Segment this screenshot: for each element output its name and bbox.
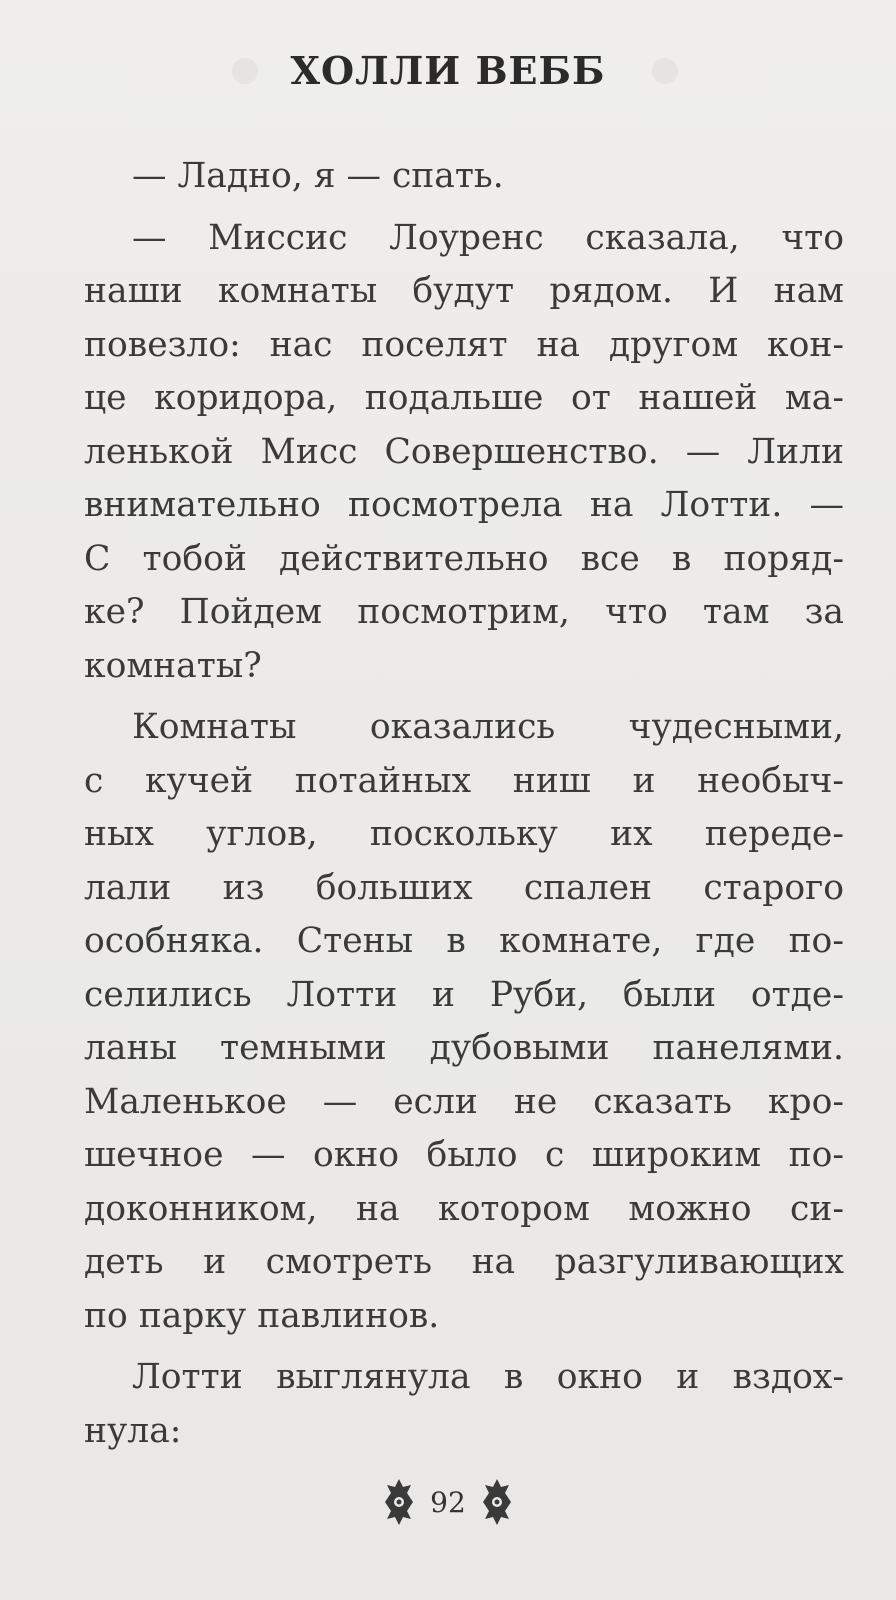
folio-ornament-left-icon bbox=[384, 1477, 414, 1527]
text-line: с кучей потайных ниш и необыч- bbox=[84, 760, 844, 801]
text-line: — Ладно, я — спать. bbox=[132, 156, 504, 196]
text-line: С тобой действительно все в поряд- bbox=[84, 538, 844, 579]
text-line: ке? Пойдем посмотрим, что там за bbox=[84, 592, 844, 632]
running-title: ХОЛЛИ ВЕББ bbox=[290, 48, 606, 93]
text-line: — Миссис Лоуренс сказала, что bbox=[132, 217, 844, 258]
text-line: Комнаты оказались чудесными, bbox=[132, 707, 844, 747]
text-line: внимательно посмотрела на Лотти. — bbox=[84, 485, 844, 525]
folio-ornament-right-icon bbox=[482, 1477, 512, 1527]
text-line: повезло: нас поселят на другом кон- bbox=[84, 324, 844, 365]
header-ornament-right-icon bbox=[652, 58, 678, 84]
text-line: наши комнаты будут рядом. И нам bbox=[84, 271, 844, 311]
text-line: комнаты? bbox=[84, 645, 262, 686]
text-line: лали из больших спален старого bbox=[84, 867, 844, 908]
body-text bbox=[84, 150, 844, 1458]
text-line: ленькой Мисс Совершенство. — Лили bbox=[84, 431, 844, 472]
text-line: шечное — окно было с широким по- bbox=[84, 1135, 844, 1175]
paragraph-gap bbox=[84, 1343, 844, 1351]
paragraph-gap bbox=[84, 204, 844, 212]
text-line: нула: bbox=[84, 1410, 182, 1451]
text-line: по парку павлинов. bbox=[84, 1295, 440, 1336]
text-line: ланы темными дубовыми панелями. bbox=[84, 1028, 844, 1068]
page-footer bbox=[0, 1472, 896, 1532]
page-number: 92 bbox=[430, 1485, 466, 1519]
text-line: селились Лотти и Руби, были отде- bbox=[84, 974, 844, 1015]
paragraph-gap bbox=[84, 693, 844, 701]
text-line: Маленькое — если не сказать кро- bbox=[84, 1081, 844, 1122]
text-line: доконником, на котором можно си- bbox=[84, 1188, 844, 1229]
text-line: особняка. Стены в комнате, где по- bbox=[84, 921, 844, 961]
text-line: деть и смотреть на разгуливающих bbox=[84, 1242, 844, 1282]
text-line: це коридора, подальше от нашей ма- bbox=[84, 378, 844, 418]
text-line: ных углов, поскольку их переде- bbox=[84, 814, 844, 854]
text-line: Лотти выглянула в окно и вздох- bbox=[132, 1357, 844, 1397]
